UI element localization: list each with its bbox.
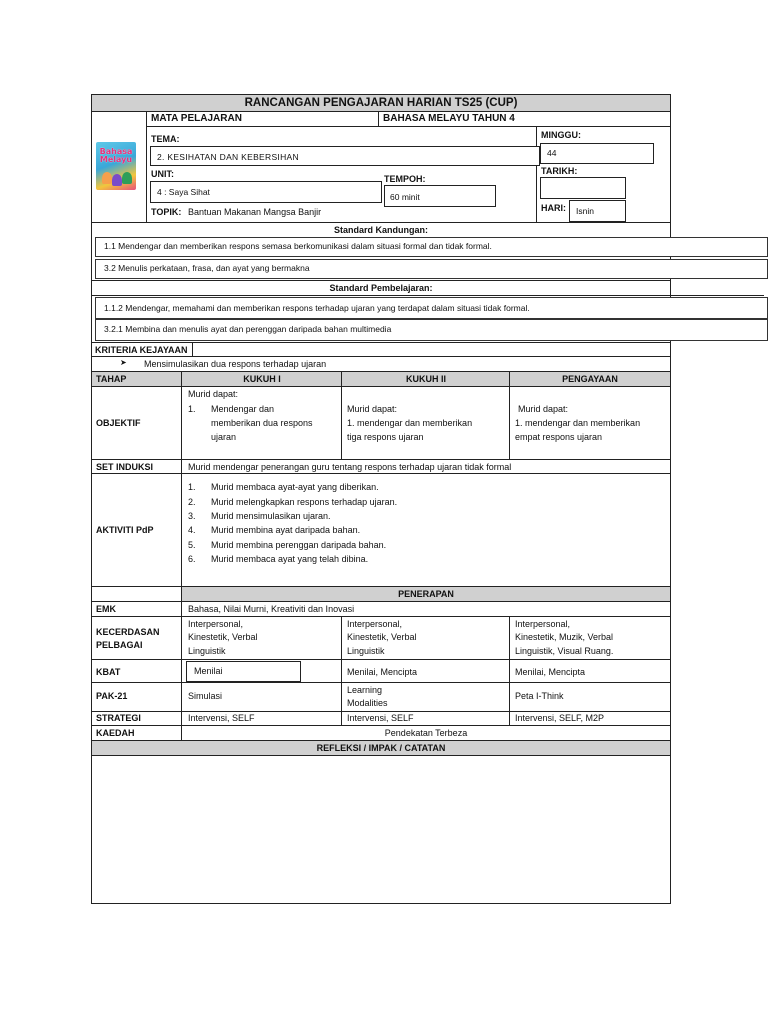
mata-pelajaran-value: BAHASA MELAYU TAHUN 4 [383, 113, 515, 124]
col-line-1 [181, 371, 182, 754]
tema-value: 2. KESIHATAN DAN KEBERSIHAN [157, 152, 299, 162]
standard-pembelajaran-heading: Standard Pembelajaran: [329, 283, 433, 293]
objektif-label: OBJEKTIF [96, 418, 141, 428]
kecerdasan-label-2: PELBAGAI [96, 640, 143, 650]
aktiviti-label: AKTIVITI PdP [96, 525, 154, 535]
tarikh-label: TARIKH: [541, 166, 578, 176]
hari-label: HARI: [541, 203, 566, 213]
tempoh-value: 60 minit [390, 192, 420, 202]
outer-right-border [670, 94, 671, 904]
pak21-pengayaan: Peta I-Think [515, 691, 564, 701]
hari-value: Isnin [576, 206, 594, 216]
strategi-label: STRATEGI [96, 713, 141, 723]
topik-value: Bantuan Makanan Mangsa Banjir [188, 207, 322, 217]
cover-figure-2 [112, 174, 122, 186]
table-header-top-line [91, 371, 671, 372]
kecerdasan-pengayaan-1: Interpersonal, [515, 619, 571, 629]
col-line-2a [341, 371, 342, 459]
refleksi-heading: REFLEKSI / IMPAK / CATATAN [316, 743, 446, 753]
objektif-pengayaan-line-1: 1. mendengar dan memberikan [515, 418, 641, 428]
aktiviti-num-6: 6. [188, 554, 196, 564]
th-kukuh2: KUKUH II [406, 374, 446, 384]
pak21-kukuh2-1: Learning [347, 685, 383, 695]
aktiviti-num-1: 1. [188, 482, 196, 492]
objektif-kukuh1-line-2: memberikan dua respons [211, 418, 313, 428]
objektif-kukuh1-intro: Murid dapat: [188, 389, 239, 399]
aktiviti-item-5: Murid membina perenggan daripada bahan. [211, 540, 387, 550]
standard-kandungan-heading: Standard Kandungan: [334, 225, 428, 235]
emk-value: Bahasa, Nilai Murni, Kreativiti dan Inovasi [188, 604, 355, 614]
sp-heading-line [91, 295, 764, 296]
kecerdasan-label-1: KECERDASAN [96, 627, 160, 637]
objektif-pengayaan-intro: Murid dapat: [518, 404, 569, 414]
objektif-kukuh1-line-1: Mendengar dan [211, 404, 275, 414]
kbat-label: KBAT [96, 667, 121, 677]
kaedah-value: Pendekatan Terbeza [384, 728, 468, 738]
set-induksi-text: Murid mendengar penerangan guru tentang respons terhadap ujaran tidak formal [188, 462, 512, 472]
header-hline-1 [146, 126, 671, 127]
kbat-bottom-line [91, 682, 671, 683]
minggu-value: 44 [547, 148, 557, 158]
header-divider-v1 [146, 112, 147, 222]
penerapan-heading: PENERAPAN [398, 589, 454, 599]
col-line-3b [509, 616, 510, 726]
strategi-kukuh1: Intervensi, SELF [188, 713, 255, 723]
minggu-label: MINGGU: [541, 130, 581, 140]
cover-figure-1 [102, 172, 112, 184]
penerapan-bottom-line [91, 601, 671, 602]
kecerdasan-pengayaan-2: Kinestetik, Muzik, Verbal [515, 632, 614, 642]
kecerdasan-kukuh2-2: Kinestetik, Verbal [347, 632, 417, 642]
strategi-bottom-line [91, 725, 671, 726]
pak21-kukuh2-2: Modalities [347, 698, 388, 708]
refleksi-body[interactable] [96, 760, 666, 900]
strategi-kukuh2: Intervensi, SELF [347, 713, 414, 723]
unit-value: 4 : Saya Sihat [157, 187, 210, 197]
kriteria-mid-line [91, 356, 671, 357]
topik-label: TOPIK: [151, 207, 182, 217]
cover-figure-3 [122, 172, 132, 184]
kriteria-item: Mensimulasikan dua respons terhadap ujaran [144, 359, 327, 369]
objektif-kukuh2-line-1: 1. mendengar dan memberikan [347, 418, 473, 428]
mata-pelajaran-label: MATA PELAJARAN [151, 113, 242, 124]
sk-bottom-line [91, 280, 671, 281]
kecerdasan-pengayaan-3: Linguistik, Visual Ruang. [515, 646, 614, 656]
aktiviti-num-2: 2. [188, 497, 196, 507]
standard-pembelajaran-item-1: 1.1.2 Mendengar, memahami dan memberikan respons terhadap ujaran yang terdapat dalam situasi tidak formal. [95, 297, 768, 319]
tarikh-field[interactable] [540, 177, 626, 199]
kecerdasan-bottom-line [91, 659, 671, 660]
aktiviti-item-6: Murid membaca ayat yang telah dibina. [211, 554, 369, 564]
kaedah-label: KAEDAH [96, 728, 135, 738]
kecerdasan-kukuh1-1: Interpersonal, [188, 619, 244, 629]
unit-label: UNIT: [151, 169, 174, 179]
standard-kandungan-item-1: 1.1 Mendengar dan memberikan respons semasa berkomunikasi dalam situasi formal dan tidak formal. [95, 237, 768, 257]
textbook-cover-image [96, 142, 136, 190]
objektif-kukuh1-num: 1. [188, 404, 196, 414]
col-line-3a [509, 371, 510, 459]
aktiviti-num-5: 5. [188, 540, 196, 550]
objektif-kukuh2-intro: Murid dapat: [347, 404, 398, 414]
th-pengayaan: PENGAYAAN [562, 374, 618, 384]
th-tahap: TAHAP [96, 374, 127, 384]
pak21-label: PAK-21 [96, 691, 128, 701]
header-divider-v2 [378, 112, 379, 126]
standard-kandungan-item-2: 3.2 Menulis perkataan, frasa, dan ayat yang bermakna [95, 259, 768, 279]
aktiviti-num-4: 4. [188, 525, 196, 535]
kriteria-bullet: ➤ [120, 358, 127, 367]
outer-bottom-border [91, 903, 671, 904]
set-induksi-label: SET INDUKSI [96, 462, 154, 472]
tema-label: TEMA: [151, 134, 180, 144]
page-title: RANCANGAN PENGAJARAN HARIAN TS25 (CUP) [244, 97, 518, 109]
emk-bottom-line [91, 616, 671, 617]
kbat-pengayaan: Menilai, Mencipta [515, 667, 586, 677]
table-header-bottom-line [91, 386, 671, 387]
cover-title: Bahasa Melayu [99, 147, 133, 164]
col-line-2b [341, 616, 342, 726]
objektif-pengayaan-line-2: empat respons ujaran [515, 432, 603, 442]
minggu-field[interactable] [540, 143, 654, 164]
kriteria-top-line [91, 342, 671, 343]
aktiviti-item-1: Murid membaca ayat-ayat yang diberikan. [211, 482, 379, 492]
tempoh-label: TEMPOH: [384, 174, 426, 184]
aktiviti-num-3: 3. [188, 511, 196, 521]
refleksi-heading-line [91, 755, 671, 756]
th-kukuh1: KUKUH I [243, 374, 281, 384]
kriteria-divider-v [192, 342, 193, 356]
kecerdasan-kukuh1-2: Kinestetik, Verbal [188, 632, 258, 642]
set-induksi-bottom-line [91, 473, 671, 474]
kecerdasan-kukuh2-1: Interpersonal, [347, 619, 403, 629]
emk-label: EMK [96, 604, 116, 614]
kriteria-label: KRITERIA KEJAYAAN [95, 345, 188, 355]
pak21-kukuh1: Simulasi [188, 691, 223, 701]
kbat-kukuh1: Menilai [194, 666, 223, 676]
objektif-bottom-line [91, 459, 671, 460]
outer-left-border [91, 94, 92, 904]
aktiviti-item-2: Murid melengkapkan respons terhadap ujaran. [211, 497, 398, 507]
objektif-kukuh1-line-3: ujaran [211, 432, 237, 442]
kecerdasan-kukuh2-3: Linguistik [347, 646, 385, 656]
standard-pembelajaran-item-2: 3.2.1 Membina dan menulis ayat dan perenggan daripada bahan multimedia [95, 319, 768, 341]
header-divider-v3 [536, 126, 537, 222]
kbat-kukuh2: Menilai, Mencipta [347, 667, 418, 677]
kecerdasan-kukuh1-3: Linguistik [188, 646, 226, 656]
header-hline-2 [91, 222, 671, 223]
strategi-pengayaan: Intervensi, SELF, M2P [515, 713, 605, 723]
objektif-kukuh2-line-2: tiga respons ujaran [347, 432, 424, 442]
aktiviti-item-3: Murid mensimulasikan ujaran. [211, 511, 331, 521]
aktiviti-item-4: Murid membina ayat daripada bahan. [211, 525, 361, 535]
